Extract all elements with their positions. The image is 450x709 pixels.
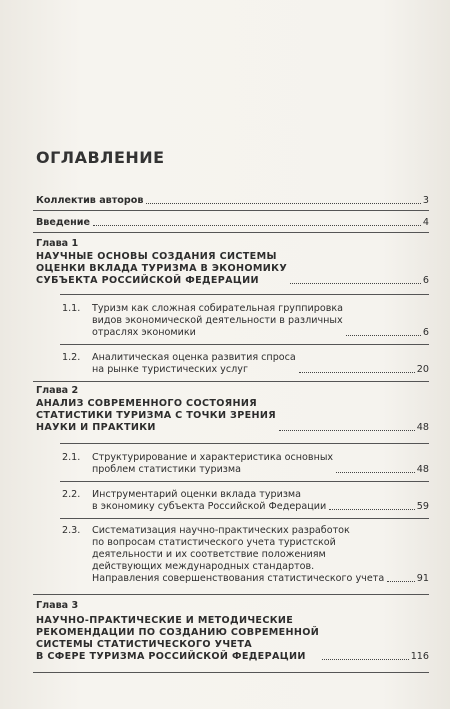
dot-leader <box>387 581 415 582</box>
section-number: 2.3. <box>62 525 81 536</box>
page-number: 91 <box>416 573 429 584</box>
divider <box>33 594 429 595</box>
chapter-label: Глава 1 <box>36 238 79 249</box>
toc-entry-chapter-1[interactable] <box>36 251 429 287</box>
section-title: Систематизация научно-практических разработок по вопросам статистического учета туристской деятельности и их соответствие положениям действующих международных стандартов. Направления совершенствования статистического учета <box>92 525 385 584</box>
section-title: Инструментарий оценки вклада туризма в экономику субъекта Российской Федерации <box>92 489 327 512</box>
page-number: 116 <box>410 651 429 662</box>
dot-leader <box>290 283 421 284</box>
chapter-label: Глава 2 <box>36 385 79 396</box>
chapter-label: Глава 3 <box>36 600 79 611</box>
section-title: Структурирование и характеристика основных проблем статистики туризма <box>92 452 334 475</box>
toc-entry-section-2-2[interactable] <box>92 489 429 513</box>
toc-entry-section-1-2[interactable] <box>92 352 429 376</box>
page-title: ОГЛАВЛЕНИЕ <box>36 148 165 167</box>
divider <box>33 672 429 673</box>
toc-entry-label: Введение <box>36 217 91 228</box>
dot-leader <box>279 430 415 431</box>
divider <box>60 344 429 345</box>
toc-entry-authors[interactable] <box>36 195 429 207</box>
section-number: 1.1. <box>62 303 81 314</box>
chapter-title: АНАЛИЗ СОВРЕМЕННОГО СОСТОЯНИЯ СТАТИСТИКИ ТУРИЗМА С ТОЧКИ ЗРЕНИЯ НАУКИ И ПРАКТИКИ <box>36 398 276 433</box>
divider <box>33 381 429 382</box>
divider <box>33 232 429 233</box>
page-number: 6 <box>422 275 429 286</box>
toc-entry-intro[interactable] <box>36 217 429 229</box>
dot-leader <box>336 472 415 473</box>
dot-leader <box>93 225 421 226</box>
page-number: 59 <box>416 501 429 512</box>
dot-leader <box>322 659 409 660</box>
dot-leader <box>146 203 420 204</box>
chapter-title: НАУЧНЫЕ ОСНОВЫ СОЗДАНИЯ СИСТЕМЫ ОЦЕНКИ ВКЛАДА ТУРИЗМА В ЭКОНОМИКУ СУБЪЕКТА РОССИЙСКОЙ ФЕДЕРАЦИИ <box>36 251 288 286</box>
section-number: 1.2. <box>62 352 81 363</box>
chapter-title: НАУЧНО-ПРАКТИЧЕСКИЕ И МЕТОДИЧЕСКИЕ РЕКОМЕНДАЦИИ ПО СОЗДАНИЮ СОВРЕМЕННОЙ СИСТЕМЫ СТАТИСТИЧЕСКОГО УЧЕТА В СФЕРЕ ТУРИЗМА РОССИЙСКОЙ ФЕДЕРАЦИИ <box>36 615 320 662</box>
page-number: 6 <box>422 327 429 338</box>
toc-entry-section-1-1[interactable] <box>92 303 429 339</box>
divider <box>60 443 429 444</box>
page-number: 48 <box>416 464 429 475</box>
toc-entry-section-2-3[interactable] <box>92 525 429 585</box>
divider <box>60 294 429 295</box>
toc-entry-chapter-3[interactable] <box>36 615 429 663</box>
page-number: 3 <box>422 195 429 206</box>
toc-entry-section-2-1[interactable] <box>92 452 429 476</box>
divider <box>33 210 429 211</box>
page-number: 4 <box>422 217 429 228</box>
toc-entry-chapter-2[interactable] <box>36 398 429 434</box>
divider <box>60 481 429 482</box>
dot-leader <box>346 335 421 336</box>
dot-leader <box>299 372 415 373</box>
section-title: Аналитическая оценка развития спроса на рынке туристических услуг <box>92 352 296 375</box>
section-number: 2.1. <box>62 452 81 463</box>
page-number: 48 <box>416 422 429 433</box>
toc-entry-label: Коллектив авторов <box>36 195 144 206</box>
section-title: Туризм как сложная собирательная группировка видов экономической деятельности в различных отраслях экономики <box>92 303 344 338</box>
divider <box>60 518 429 519</box>
dot-leader <box>329 509 415 510</box>
section-number: 2.2. <box>62 489 81 500</box>
page-number: 20 <box>416 364 429 375</box>
